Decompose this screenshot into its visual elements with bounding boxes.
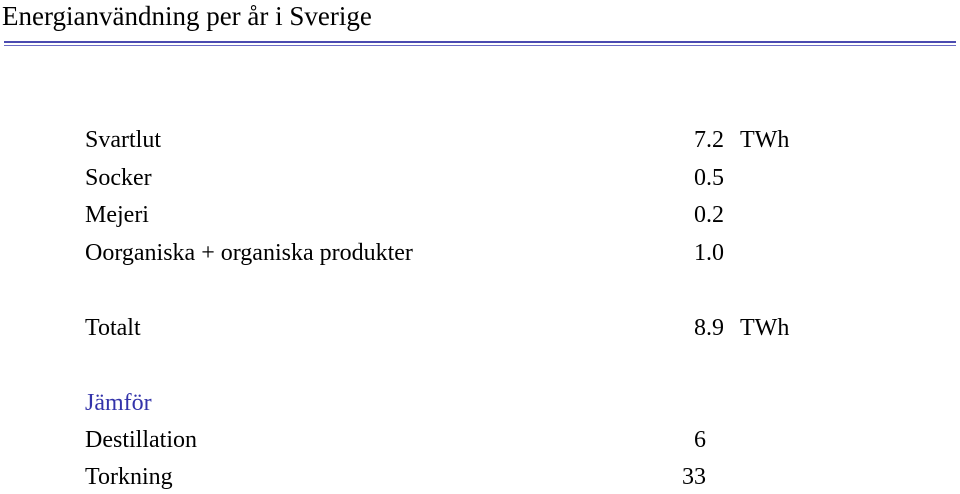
energy-value: 0.2 xyxy=(694,202,724,228)
page-title: Energianvändning per år i Sverige xyxy=(2,1,372,31)
title-divider-thin xyxy=(4,45,956,46)
compare-row xyxy=(0,461,960,493)
compare-value: 33 xyxy=(682,464,706,490)
energy-value: 0.5 xyxy=(694,165,724,191)
compare-label: Destillation xyxy=(85,427,197,453)
energy-row xyxy=(0,124,960,156)
compare-heading: Jämför xyxy=(85,390,152,416)
total-label: Totalt xyxy=(85,315,141,341)
energy-label: Svartlut xyxy=(85,127,161,153)
energy-label: Oorganiska + organiska produkter xyxy=(85,240,413,266)
energy-value: 7.2 xyxy=(694,127,724,153)
total-value: 8.9 xyxy=(694,315,724,341)
energy-label: Socker xyxy=(85,165,152,191)
compare-value: 6 xyxy=(694,427,706,453)
energy-row xyxy=(0,237,960,269)
energy-row xyxy=(0,199,960,231)
title-divider xyxy=(4,41,956,43)
total-unit: TWh xyxy=(740,315,790,341)
compare-row xyxy=(0,424,960,456)
energy-label: Mejeri xyxy=(85,202,149,228)
compare-label: Torkning xyxy=(85,464,173,490)
energy-unit: TWh xyxy=(740,127,790,153)
energy-value: 1.0 xyxy=(694,240,724,266)
energy-row xyxy=(0,162,960,194)
compare-heading-row xyxy=(0,387,960,419)
total-row xyxy=(0,312,960,344)
